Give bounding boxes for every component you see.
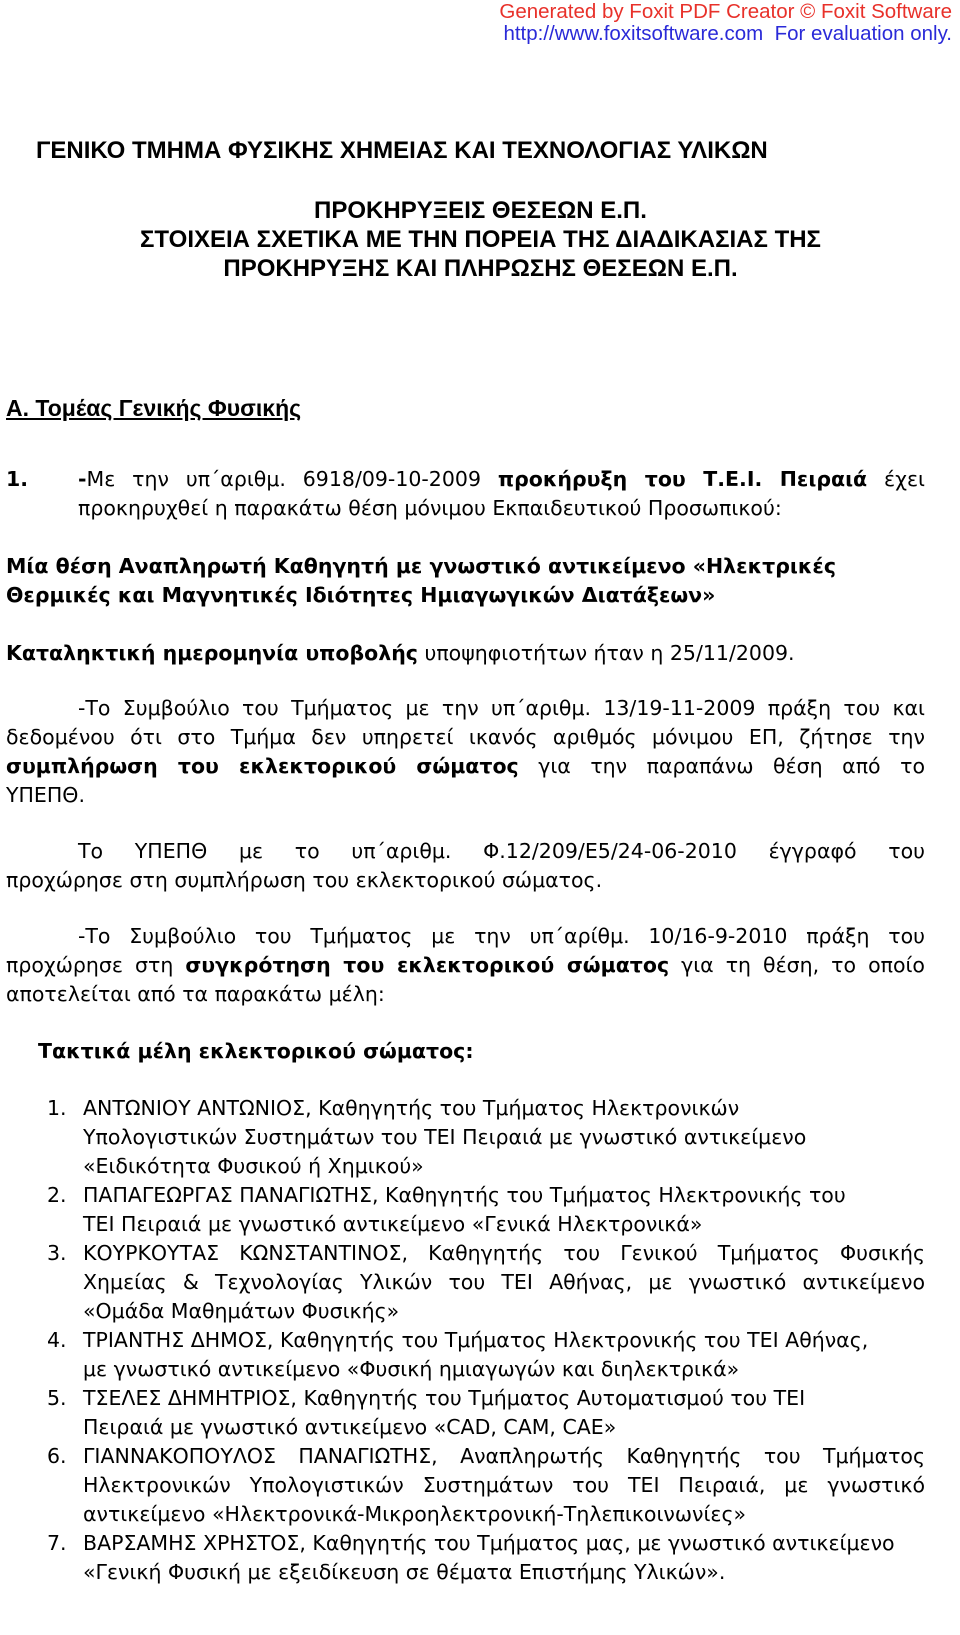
list-item: 4. ΤΡΙΑΝΤΗΣ ΔΗΜΟΣ, Καθηγητής του Τμήματος Ηλεκτρονικής του ΤΕΙ Αθήνας, με γνωστικό αντικείμενο «Φυσική ημιαγωγών και διηλεκτρικά» [47,1328,869,1381]
para1-line4: ΥΠΕΠΘ. [6,783,85,807]
position-line1: Μία θέση Αναπληρωτή Καθηγητή με γνωστικό αντικείμενο «Ηλεκτρικές [6,554,836,578]
subtitle-3: ΠΡΟΚΗΡΥΞΗΣ ΚΑΙ ΠΛΗΡΩΣΗΣ ΘΕΣΕΩΝ Ε.Π. [223,255,738,282]
watermark-url[interactable]: http://www.foxitsoftware.com [503,22,764,45]
para2-line1: Το ΥΠΕΠΘ με το υπ΄αριθμ. Φ.12/209/Ε5/24-06-2010 έγγραφό του [78,839,925,863]
para1-line2: δεδομένου ότι στο Τμήμα δεν υπηρετεί ικανός αριθμός μόνιμου ΕΠ, ζήτησε την [6,725,925,749]
para3-line1: -Το Συμβούλιο του Τμήματος με την υπ΄αρίθμ. 10/16-9-2010 πράξη του [78,924,925,948]
list-item: 5. ΤΣΕΛΕΣ ΔΗΜΗΤΡΙΟΣ, Καθηγητής του Τμήματος Αυτοματισμού του ΤΕΙ Πειραιά με γνωστικό αντικείμενο «CAD, CAM, CAE» [47,1386,806,1439]
watermark-note: For evaluation only. [774,22,952,45]
list-item: 3. ΚΟΥΡΚΟΥΤΑΣ ΚΩΝΣΤΑΝΤΙΝΟΣ, Καθηγητής του Γενικού Τμήματος Φυσικής Χημείας & Τεχνολογίας Υλικών του ΤΕΙ Αθήνας, με γνωστικό αντικείμενο «Ομάδα Μαθημάτων Φυσικής» [47,1241,925,1323]
deadline: Καταληκτική ημερομηνία υποβολής υποψηφιοτήτων ήταν η 25/11/2009. [6,641,795,665]
item1-line1: -Με την υπ΄αριθμ. 6918/09-10-2009 προκήρυξη του Τ.Ε.Ι. Πειραιά έχει [78,467,925,491]
para3-line3: αποτελείται από τα παρακάτω μέλη: [6,982,385,1006]
para3-line2: προχώρησε στη συγκρότηση του εκλεκτορικού σώματος για τη θέση, το οποίο [6,953,925,977]
position-line2: Θερμικές και Μαγνητικές Ιδιότητες Ημιαγωγικών Διατάξεων» [6,583,716,607]
list-item: 6. ΓΙΑΝΝΑΚΟΠΟΥΛΟΣ ΠΑΝΑΓΙΩΤΗΣ, Αναπληρωτής Καθηγητής του Τμήματος Ηλεκτρονικών Υπολογιστικών Συστημάτων του ΤΕΙ Πειραιά, με γνωστικό αντικείμενο «Ηλεκτρονικά-Μικροηλεκτρονική-Τηλεπικοινωνίες» [47,1444,925,1526]
para1-line1: -Το Συμβούλιο του Τμήματος με την υπ΄αριθμ. 13/19-11-2009 πράξη του και [78,696,925,720]
watermark-url-line [503,22,952,45]
item1-line2: προκηρυχθεί η παρακάτω θέση μόνιμου Εκπαιδευτικού Προσωπικού: [78,496,782,520]
members-heading: Τακτικά μέλη εκλεκτορικού σώματος: [38,1039,474,1063]
department-title: ΓΕΝΙΚΟ ΤΜΗΜΑ ΦΥΣΙΚΗΣ ΧΗΜΕΙΑΣ ΚΑΙ ΤΕΧΝΟΛΟΓΙΑΣ ΥΛΙΚΩΝ [36,137,768,164]
para1-line3: συμπλήρωση του εκλεκτορικού σώματος για την παραπάνω θέση από το [6,754,925,778]
subtitle-2: ΣΤΟΙΧΕΙΑ ΣΧΕΤΙΚΑ ΜΕ ΤΗΝ ΠΟΡΕΙΑ ΤΗΣ ΔΙΑΔΙΚΑΣΙΑΣ ΤΗΣ [140,226,821,253]
subtitle-1: ΠΡΟΚΗΡΥΞΕΙΣ ΘΕΣΕΩΝ Ε.Π. [314,197,647,224]
section-heading: Α. Τομέας Γενικής Φυσικής [6,395,302,421]
item-number: 1. [6,467,29,491]
watermark-generator: Generated by Foxit PDF Creator © Foxit Software [499,0,952,23]
list-item: 2. ΠΑΠΑΓΕΩΡΓΑΣ ΠΑΝΑΓΙΩΤΗΣ, Καθηγητής του Τμήματος Ηλεκτρονικής του ΤΕΙ Πειραιά με γνωστικό αντικείμενο «Γενικά Ηλεκτρονικά» [47,1183,846,1236]
para2-line2: προχώρησε στη συμπλήρωση του εκλεκτορικού σώματος. [6,868,603,892]
list-item: 7. ΒΑΡΣΑΜΗΣ ΧΡΗΣΤΟΣ, Καθηγητής του Τμήματος μας, με γνωστικό αντικείμενο «Γενική Φυσική με εξειδίκευση σε θέματα Επιστήμης Υλικών». [47,1531,895,1584]
list-item: 1. ΑΝΤΩΝΙΟΥ ΑΝΤΩΝΙΟΣ, Καθηγητής του Τμήματος Ηλεκτρονικών Υπολογιστικών Συστημάτων του ΤΕΙ Πειραιά με γνωστικό αντικείμενο «Ειδικότητα Φυσικού ή Χημικού» [47,1096,807,1178]
